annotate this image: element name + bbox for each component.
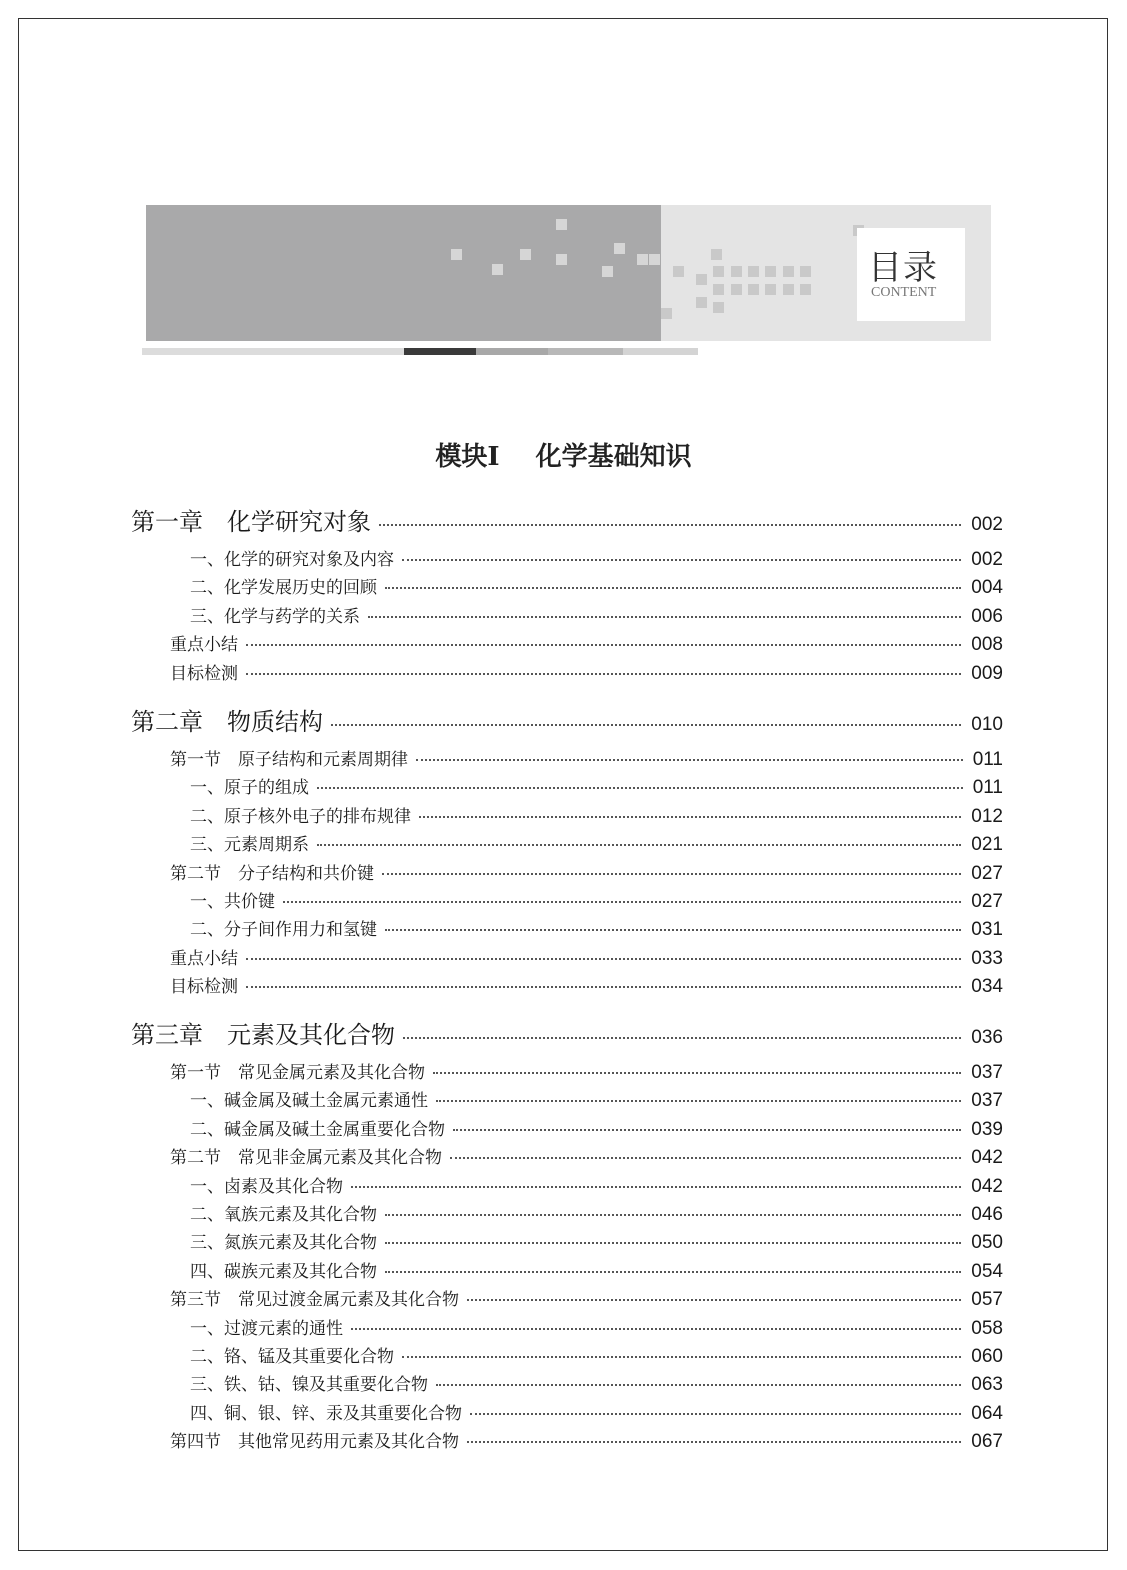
toc-entry[interactable] [170,659,1003,685]
toc-chapter-label: 第二章 物质结构 [131,708,323,736]
toc-entry[interactable] [170,944,1003,970]
toc-entry-label: 第四节 其他常见药用元素及其化合物 [170,1432,459,1453]
header-banner-dark [146,205,661,341]
toc-leader-dots [385,1271,961,1273]
toc-entry[interactable] [190,1086,1003,1112]
module-heading [0,436,1127,473]
toc-leader-dots [436,1384,961,1386]
toc-chapter-label: 第一章 化学研究对象 [131,508,371,536]
toc-entry-label: 第三节 常见过渡金属元素及其化合物 [170,1290,459,1311]
toc-leader-dots [385,1214,961,1216]
contents-title: 目录 [868,248,938,288]
toc-entry-label: 一、共价键 [190,892,275,912]
toc-leader-dots [453,1129,961,1131]
toc-entry[interactable] [190,887,1003,913]
toc-entry-label: 重点小结 [170,635,238,656]
toc-entry[interactable] [190,773,1003,799]
toc-page-number: 042 [971,1175,1003,1197]
toc-leader-dots [246,673,961,675]
toc-entry[interactable] [170,1143,1003,1169]
toc-page-number: 009 [971,662,1003,684]
toc-chapter-label: 第三章 元素及其化合物 [131,1021,395,1049]
toc-entry-label: 二、分子间作用力和氢键 [190,920,377,941]
toc-page-number: 060 [971,1346,1003,1367]
toc-entry-label: 二、原子核外电子的排布规律 [190,806,411,827]
toc-leader-dots [450,1157,961,1159]
toc-entry[interactable] [170,859,1003,885]
toc-page-number: 033 [971,947,1003,969]
toc-entry[interactable] [190,1172,1003,1198]
toc-page-number: 058 [971,1317,1003,1339]
toc-entry[interactable] [190,1314,1003,1340]
toc-leader-dots [402,1356,961,1358]
toc-entry-label: 二、氧族元素及其化合物 [190,1205,377,1225]
toc-leader-dots [246,644,961,646]
toc-entry[interactable] [170,630,1003,656]
toc-page-number: 011 [972,777,1003,799]
toc-leader-dots [382,873,961,875]
toc-leader-dots [246,986,961,988]
toc-entry[interactable] [170,1285,1003,1311]
toc-entry-label: 第一节 原子结构和元素周期律 [170,750,408,770]
toc-entry-label: 第二节 分子结构和共价键 [170,863,374,884]
toc-page-number: 004 [971,577,1003,599]
toc-leader-dots [467,1299,961,1301]
toc-leader-dots [331,724,961,726]
contents-subtitle: CONTENT [871,285,937,300]
toc-entry-label: 四、铜、银、锌、汞及其重要化合物 [190,1403,462,1424]
toc-page-number: 010 [971,714,1003,735]
toc-entry-label: 第一节 常见金属元素及其化合物 [170,1063,425,1083]
toc-leader-dots [351,1186,961,1188]
toc-page-number: 021 [971,834,1003,856]
toc-page-number: 036 [971,1027,1003,1048]
toc-page-number: 054 [971,1260,1003,1282]
toc-entry[interactable] [190,573,1003,599]
toc-entry-label: 一、化学的研究对象及内容 [190,550,394,570]
toc-leader-dots [283,901,961,903]
toc-entry[interactable] [190,830,1003,856]
module-label: 模块Ⅰ [435,442,500,472]
toc-leader-dots [368,616,961,618]
toc-page-number: 027 [971,862,1003,884]
toc-page-number: 057 [971,1289,1003,1311]
toc-page-number: 002 [971,549,1003,570]
toc-entry-label: 三、铁、钴、镍及其重要化合物 [190,1375,428,1396]
toc-entry-label: 四、碳族元素及其化合物 [190,1261,377,1282]
toc-page-number: 008 [971,634,1003,656]
toc-leader-dots [419,816,961,818]
toc-leader-dots [433,1072,961,1074]
toc-entry[interactable] [170,1427,1003,1453]
toc-leader-dots [403,1037,961,1039]
toc-page-number: 002 [971,514,1003,535]
toc-entry-label: 一、碱金属及碱土金属元素通性 [190,1091,428,1112]
toc-page-number: 006 [971,605,1003,627]
toc-entry[interactable] [170,1058,1003,1084]
toc-leader-dots [385,929,961,931]
toc-leader-dots [351,1328,961,1330]
toc-entry[interactable] [190,545,1003,571]
toc-leader-dots [385,1242,961,1244]
toc-page-number: 012 [971,805,1003,827]
toc-leader-dots [467,1441,961,1443]
toc-entry-label: 目标检测 [170,663,238,684]
toc-entry-label: 重点小结 [170,948,238,969]
toc-page-number: 034 [971,976,1003,998]
toc-leader-dots [470,1413,961,1415]
toc-entry-label: 二、化学发展历史的回顾 [190,578,377,599]
toc-entry[interactable] [190,802,1003,828]
toc-leader-dots [317,787,963,789]
toc-page-number: 046 [971,1204,1003,1225]
toc-entry[interactable] [190,1370,1003,1396]
toc-leader-dots [246,958,961,960]
toc-page-number: 064 [971,1402,1003,1424]
toc-page-number: 027 [971,891,1003,912]
toc-page-number: 037 [971,1062,1003,1083]
toc-leader-dots [385,587,961,589]
toc-page-number: 063 [971,1374,1003,1396]
toc-page-number: 011 [972,749,1003,770]
toc-page-number: 050 [971,1232,1003,1254]
toc-entry-label: 一、原子的组成 [190,778,309,799]
toc-entry[interactable] [190,1342,1003,1368]
toc-page-number: 067 [971,1431,1003,1453]
module-title: 化学基础知识 [535,442,692,472]
toc-leader-dots [317,844,961,846]
toc-leader-dots [436,1100,961,1102]
toc-leader-dots [416,759,963,761]
toc-entry[interactable] [190,602,1003,628]
toc-entry[interactable] [190,1200,1003,1226]
toc-entry-label: 第二节 常见非金属元素及其化合物 [170,1148,442,1169]
toc-entry[interactable] [170,745,1003,771]
toc-entry-label: 二、碱金属及碱土金属重要化合物 [190,1119,445,1140]
toc-entry[interactable] [190,1115,1003,1141]
toc-entry-label: 三、氮族元素及其化合物 [190,1233,377,1254]
toc-entry-label: 二、铬、锰及其重要化合物 [190,1347,394,1367]
toc-chapter[interactable] [131,1015,1003,1050]
toc-chapter[interactable] [131,702,1003,737]
toc-leader-dots [379,524,961,526]
toc-entry-label: 三、化学与药学的关系 [190,606,360,627]
toc-entry-label: 一、过渡元素的通性 [190,1318,343,1339]
toc-entry[interactable] [190,1228,1003,1254]
toc-entry-label: 三、元素周期系 [190,835,309,856]
toc-page-number: 042 [971,1147,1003,1169]
toc-entry-label: 目标检测 [170,977,238,998]
toc-entry[interactable] [190,1257,1003,1283]
toc-page-number: 031 [971,919,1003,941]
toc-entry[interactable] [190,915,1003,941]
toc-chapter[interactable] [131,502,1003,537]
toc-leader-dots [402,559,961,561]
toc-page-number: 037 [971,1090,1003,1112]
toc-entry-label: 一、卤素及其化合物 [190,1176,343,1197]
toc-entry[interactable] [170,972,1003,998]
toc-page-number: 039 [971,1118,1003,1140]
toc-entry[interactable] [190,1399,1003,1425]
